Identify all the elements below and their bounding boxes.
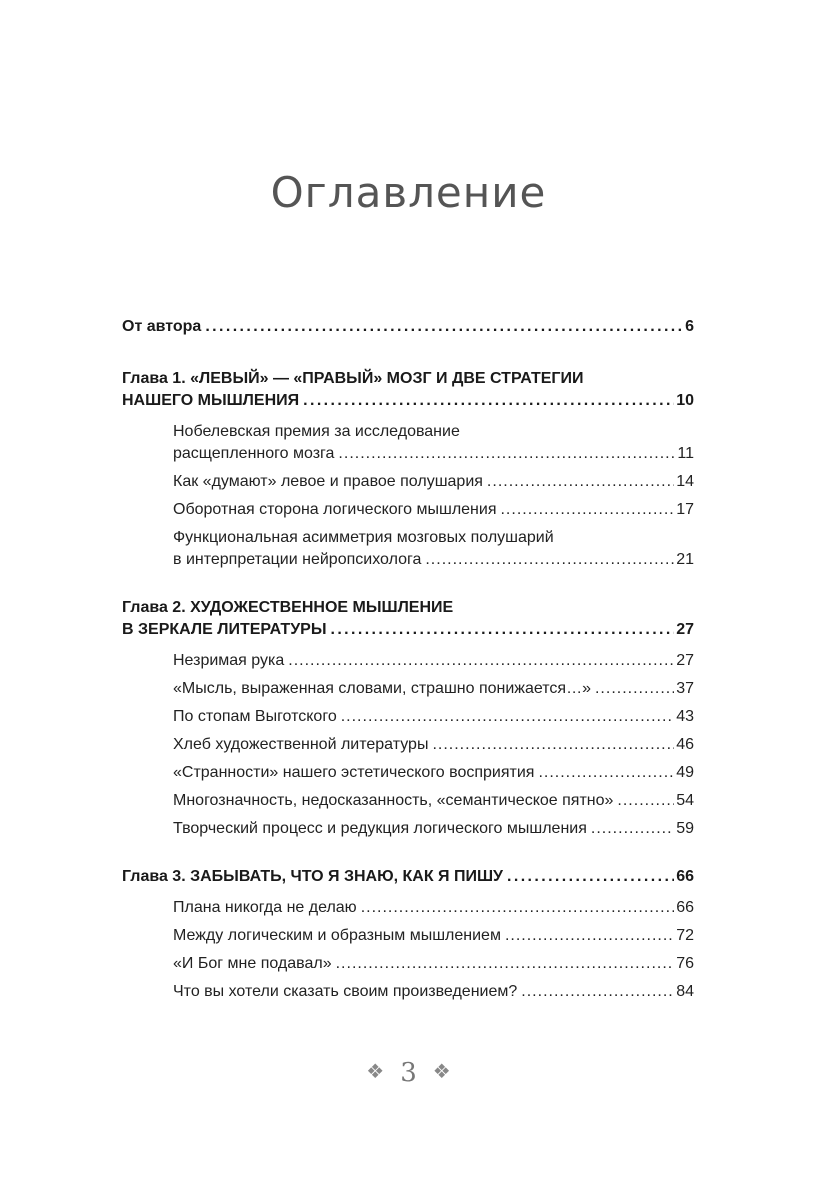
toc-entry-page: 11 [677, 445, 694, 462]
dot-leader [591, 818, 674, 840]
toc-entry-section[interactable] [122, 953, 694, 975]
toc-entry-title: Творческий процесс и редукция логического мышления [173, 820, 587, 837]
toc-entry-title-line-1: Глава 2. ХУДОЖЕСТВЕННОЕ МЫШЛЕНИЕ [122, 599, 454, 616]
toc-entry-section[interactable] [122, 678, 694, 700]
toc-entry-last-line [122, 619, 694, 641]
toc-entry-title-line-2: В ЗЕРКАЛЕ ЛИТЕРАТУРЫ [122, 621, 327, 638]
toc-entry-title: Как «думают» левое и правое полушария [173, 473, 483, 490]
dot-leader [336, 953, 675, 975]
dot-leader [487, 471, 674, 493]
toc-entry-title: «И Бог мне подавал» [173, 955, 332, 972]
toc-entry-title: Между логическим и образным мышлением [173, 927, 501, 944]
dot-leader [538, 762, 674, 784]
toc-entry-page: 49 [676, 764, 694, 781]
toc-entry-page: 84 [676, 983, 694, 1000]
page-footer [0, 1058, 817, 1088]
dot-leader [521, 981, 674, 1003]
toc-entry-title-line-1: Глава 1. «ЛЕВЫЙ» — «ПРАВЫЙ» МОЗГ И ДВЕ СТРАТЕГИИ [122, 370, 584, 387]
toc-entry-chapter-1[interactable] [122, 368, 694, 412]
toc-entry-page: 76 [676, 955, 694, 972]
toc-entry-title: Незримая рука [173, 652, 285, 669]
toc-entry-title: Оборотная сторона логического мышления [173, 501, 497, 518]
toc-entry-preface[interactable] [122, 316, 694, 338]
dot-leader [432, 734, 674, 756]
dot-leader [341, 706, 674, 728]
toc-entry-title: Что вы хотели сказать своим произведением? [173, 983, 518, 1000]
dot-leader [425, 549, 674, 571]
toc-entry-page: 6 [685, 318, 694, 335]
dot-leader [303, 390, 674, 412]
toc-entry-page: 66 [676, 899, 694, 916]
toc-entry-title: «Странности» нашего эстетического восприятия [173, 764, 535, 781]
toc-entry-section[interactable] [122, 762, 694, 784]
toc-entry-section[interactable] [122, 981, 694, 1003]
toc-entry-section[interactable] [122, 499, 694, 521]
toc-entry-page: 43 [676, 708, 694, 725]
toc-entry-section[interactable] [122, 527, 694, 571]
toc-entry-page: 14 [676, 473, 694, 490]
toc-entry-section[interactable] [122, 897, 694, 919]
toc-entry-last-line [173, 443, 694, 465]
toc-entry-title-line-2: расщепленного мозга [173, 445, 335, 462]
toc-entry-section[interactable] [122, 471, 694, 493]
dot-leader [205, 316, 683, 338]
toc-entry-section[interactable] [122, 818, 694, 840]
toc-entry-title-line-2: НАШЕГО МЫШЛЕНИЯ [122, 392, 300, 409]
ornament-left-icon: ❖ [366, 1059, 385, 1083]
dot-leader [505, 925, 674, 947]
toc-entry-chapter-2[interactable] [122, 597, 694, 641]
toc-entry-page: 54 [676, 792, 694, 809]
toc-entry-title: По стопам Выготского [173, 708, 337, 725]
table-of-contents [122, 316, 694, 1003]
dot-leader [330, 619, 674, 641]
dot-leader [361, 897, 675, 919]
page-title: Оглавление [270, 168, 547, 217]
page-number: 3 [400, 1058, 417, 1088]
toc-entry-page: 17 [676, 501, 694, 518]
toc-entry-section[interactable] [122, 790, 694, 812]
toc-entry-title: «Мысль, выраженная словами, страшно понижается…» [173, 680, 591, 697]
toc-entry-section[interactable] [122, 650, 694, 672]
toc-entry-title-line-2: в интерпретации нейропсихолога [173, 551, 422, 568]
toc-entry-section[interactable] [122, 925, 694, 947]
toc-entry-page: 46 [676, 736, 694, 753]
toc-entry-title: Глава 3. ЗАБЫВАТЬ, ЧТО Я ЗНАЮ, КАК Я ПИШУ [122, 868, 503, 885]
toc-entry-page: 10 [676, 392, 694, 409]
toc-entry-title: Многозначность, недосказанность, «семантическое пятно» [173, 792, 614, 809]
toc-entry-title-line-1: Нобелевская премия за исследование [173, 423, 460, 440]
toc-entry-page: 37 [676, 680, 694, 697]
toc-entry-chapter-3[interactable] [122, 866, 694, 888]
ornament-right-icon: ❖ [432, 1059, 451, 1083]
toc-entry-page: 72 [676, 927, 694, 944]
toc-entry-page: 27 [676, 652, 694, 669]
dot-leader [500, 499, 674, 521]
dot-leader [288, 650, 674, 672]
toc-entry-section[interactable] [122, 734, 694, 756]
toc-entry-title: От автора [122, 318, 202, 335]
dot-leader [617, 790, 674, 812]
toc-entry-page: 21 [676, 551, 694, 568]
toc-entry-section[interactable] [122, 706, 694, 728]
toc-entry-title: Плана никогда не делаю [173, 899, 357, 916]
toc-entry-last-line [122, 390, 694, 412]
dot-leader [507, 866, 674, 888]
dot-leader [338, 443, 675, 465]
toc-entry-page: 59 [676, 820, 694, 837]
toc-entry-last-line [173, 549, 694, 571]
toc-entry-title: Хлеб художественной литературы [173, 736, 429, 753]
toc-entry-title-line-1: Функциональная асимметрия мозговых полушарий [173, 529, 554, 546]
toc-entry-section[interactable] [122, 421, 694, 465]
toc-entry-page: 66 [676, 868, 694, 885]
dot-leader [595, 678, 674, 700]
toc-entry-page: 27 [676, 621, 694, 638]
